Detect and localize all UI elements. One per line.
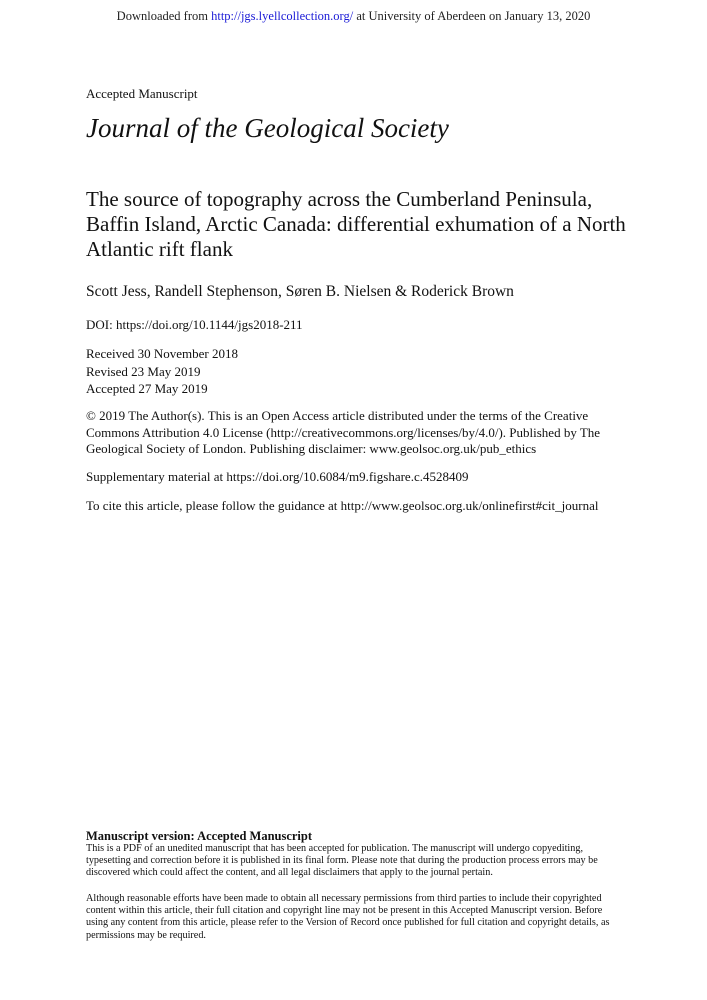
download-suffix: at University of Aberdeen on January 13, 2020 xyxy=(353,9,591,23)
license-statement: © 2019 The Author(s). This is an Open Access article distributed under the terms of the Creative Commons Attribution 4.0 License (http://creativecommons.org/licenses/by/4.0/). Published by The Geological Society of London. Publishing disclaimer: www.geolsoc.org.uk/pub_ethics xyxy=(86,408,601,456)
doi-line[interactable]: DOI: https://doi.org/10.1144/jgs2018-211 xyxy=(86,317,303,332)
received-date: Received 30 November 2018 xyxy=(86,346,238,361)
journal-title: Journal of the Geological Society xyxy=(86,113,449,143)
manuscript-version-note: This is a PDF of an unedited manuscript that has been accepted for publication. The manuscript will undergo copyediting, typesetting and correction before it is published in its final form. Please note that during the production process errors may be discovered which could affect the content, and all legal disclaimers that apply to the journal pertain. xyxy=(86,843,598,879)
citation-guidance[interactable]: To cite this article, please follow the guidance at http://www.geolsoc.org.uk/onlinefirst#cit_journal xyxy=(86,498,599,513)
download-prefix: Downloaded from xyxy=(116,9,212,23)
accepted-manuscript-label: Accepted Manuscript xyxy=(86,86,198,101)
revised-date: Revised 23 May 2019 xyxy=(86,363,201,379)
accepted-date: Accepted 27 May 2019 xyxy=(86,381,208,396)
permissions-note: Although reasonable efforts have been made to obtain all necessary permissions from third parties to include their copyrighted content within this article, their full citation and copyright line may not be present in this Accepted Manuscript version. Before using any content from this article, please refer to the Version of Record once published for full citation and copyright details, as permissions may be required. xyxy=(86,893,610,941)
supplementary-material[interactable]: Supplementary material at https://doi.org/10.6084/m9.figshare.c.4528409 xyxy=(86,469,469,484)
download-notice xyxy=(0,9,707,24)
author-list: Scott Jess, Randell Stephenson, Søren B. Nielsen & Roderick Brown xyxy=(86,283,514,300)
publication-dates xyxy=(86,345,626,398)
manuscript-version-heading: Manuscript version: Accepted Manuscript xyxy=(86,829,313,843)
lyell-collection-link[interactable]: http://jgs.lyellcollection.org/ xyxy=(211,9,354,23)
article-title: The source of topography across the Cumberland Peninsula, Baffin Island, Arctic Canada: differential exhumation of a North Atlantic rift flank xyxy=(86,187,626,261)
